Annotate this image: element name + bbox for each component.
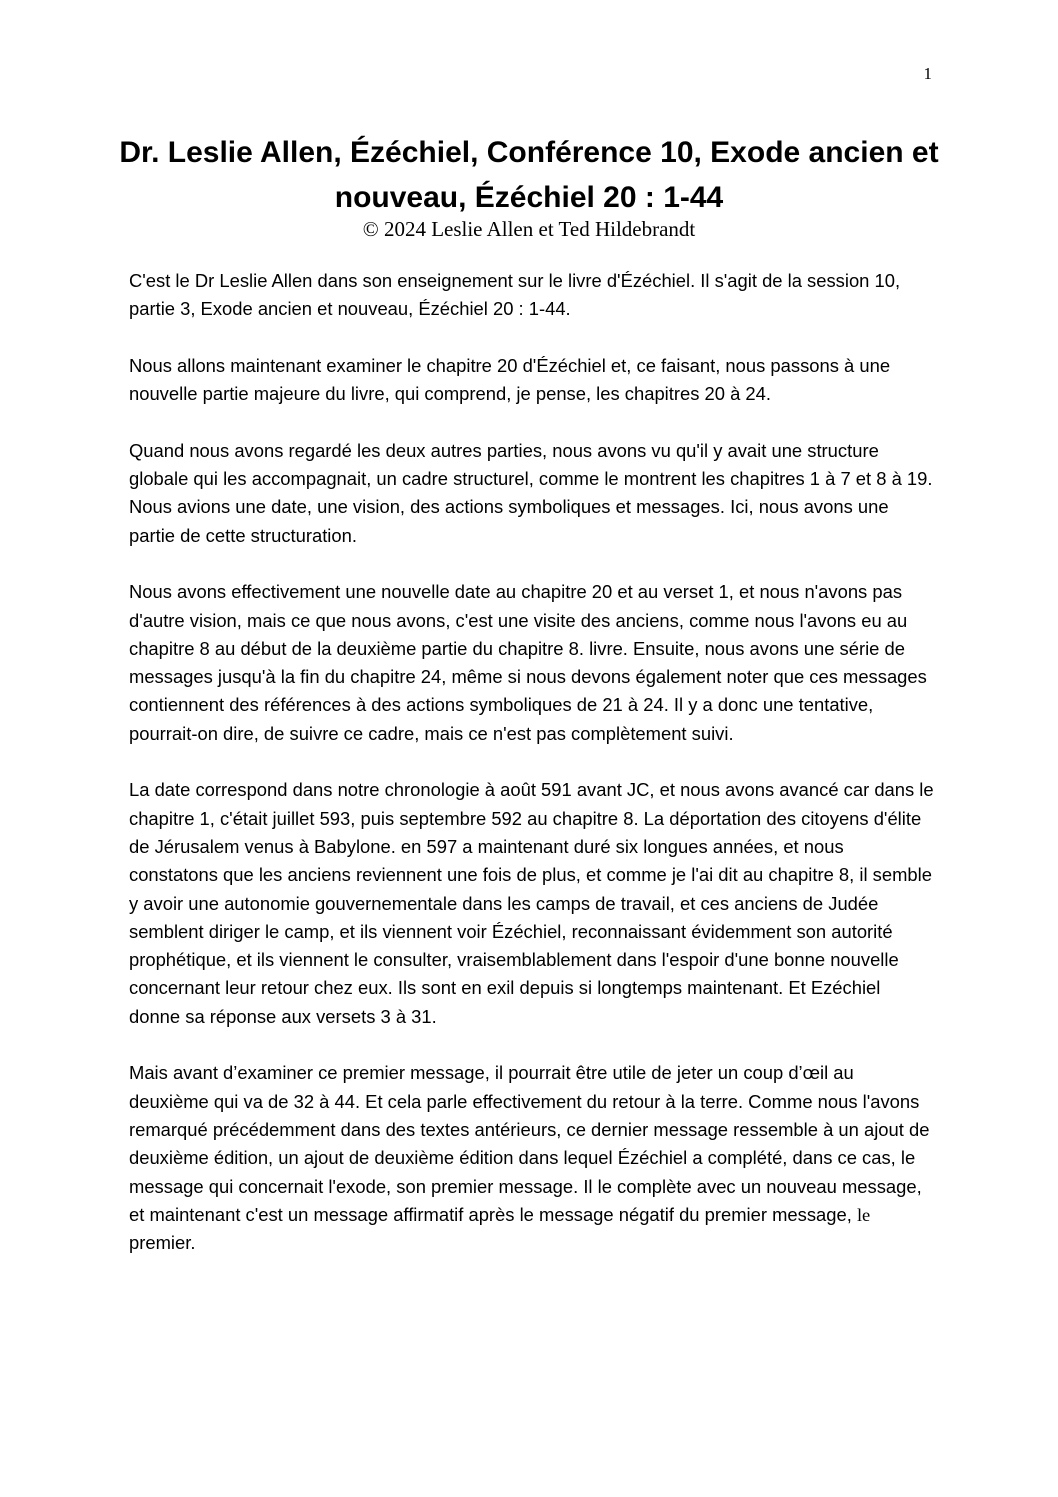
paragraph-6 [129,1059,935,1257]
paragraph-3: Quand nous avons regardé les deux autres parties, nous avons vu qu'il y avait une structure globale qui les accompagnait, un cadre structurel, comme le montrent les chapitres 1 à 7 et 8 à 19. Nous avions une date, une vision, des actions symboliques et messages. Ici, nous avons une partie de cette structuration. [129,439,933,546]
paragraph-6-main-text: Mais avant d’examiner ce premier message, il pourrait être utile de jeter un coup d’œil au deuxième qui va de 32 à 44. Et cela parle effectivement du retour à la terre. Comme nous l'avons remarqué précédemment dans des textes antérieurs, ce dernier message ressemble à un ajout de deuxième édition, un ajout de deuxième édition dans lequel Ézéchiel a complété, dans ce cas, le message qui concernait l'exode, son premier message. Il le complète avec un nouveau message, et maintenant c'est un message affirmatif après le message négatif du premier message, [129,1062,930,1225]
paragraph-6-ending: premier. [129,1232,196,1254]
paragraph-5: La date correspond dans notre chronologie à août 591 avant JC, et nous avons avancé car dans le chapitre 1, c'était juillet 593, puis septembre 592 au chapitre 8. La déportation des citoyens d'élite de Jérusalem venus à Babylone. en 597 a maintenant duré six longues années, et nous constatons que les anciens reviennent une fois de plus, et comme je l'ai dit au chapitre 8, il semble y avoir une autonomie gouvernementale dans les camps de travail, et ces anciens de Judée semblent diriger le camp, et ils viennent voir Ézéchiel, reconnaissant évidemment son autorité prophétique, et ils viennent le consulter, vraisemblablement dans l'espoir d'une bonne nouvelle concernant leur retour chez eux. Ils sont en exil depuis si longtemps maintenant. Et Ezéchiel donne sa réponse aux versets 3 à 31. [129,779,934,1027]
paragraph-4: Nous avons effectivement une nouvelle date au chapitre 20 et au verset 1, et nous n'avons pas d'autre vision, mais ce que nous avons, c'est une visite des anciens, comme nous l'avons eu au chapitre 8 au début de la deuxième partie du chapitre 8. livre. Ensuite, nous avons une série de messages jusqu'à la fin du chapitre 24, même si nous devons également noter que ces messages contiennent des références à des actions symboliques de 21 à 24. Il y a donc une tentative, pourrait-on dire, de suivre ce cadre, mais ce n'est pas complètement suivi. [129,581,927,744]
document-body [129,267,935,1286]
paragraph-6-serif-word: le [856,1204,871,1225]
paragraph-1: C'est le Dr Leslie Allen dans son enseignement sur le livre d'Ézéchiel. Il s'agit de la session 10, partie 3, Exode ancien et nouveau, Ézéchiel 20 : 1-44. [129,270,901,320]
paragraph-2: Nous allons maintenant examiner le chapitre 20 d'Ézéchiel et, ce faisant, nous passons à une nouvelle partie majeure du livre, qui comprend, je pense, les chapitres 20 à 24. [129,354,891,405]
page-number: 1 [923,64,932,83]
copyright-line: © 2024 Leslie Allen et Ted Hildebrandt [362,217,696,241]
document-title: Dr. Leslie Allen, Ézéchiel, Conférence 10, Exode ancien et nouveau, Ézéchiel 20 : 1-44 [119,136,939,214]
